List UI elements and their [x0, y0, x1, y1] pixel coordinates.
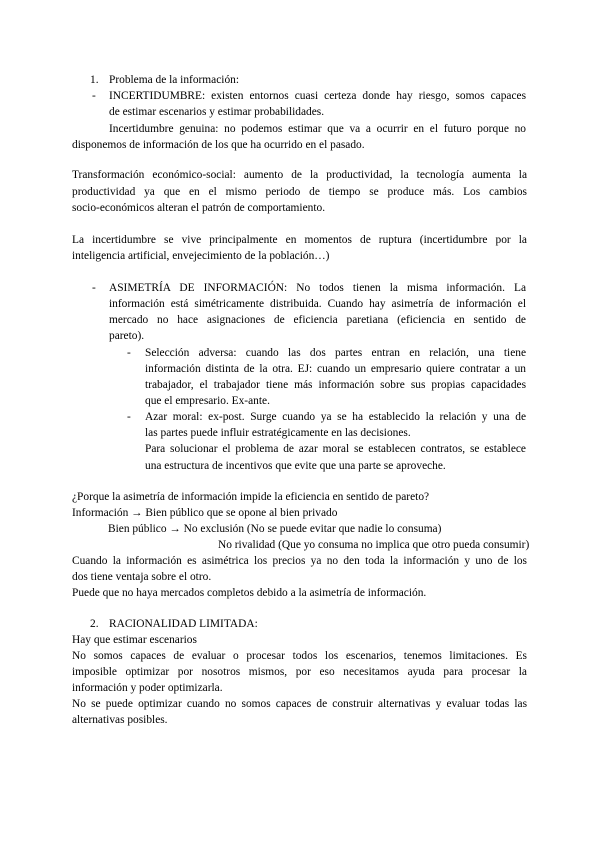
seleccion-line-3: trabajador, el trabajador tiene más información sobre sus propias capacidades	[145, 379, 526, 391]
bien-publico-line: Bien público → No exclusión (No se puede evitar que nadie lo consuma)	[108, 523, 442, 535]
transformacion-line-2: productividad ya que en el mismo periodo de tiempo se produce más. Los cambios	[72, 186, 527, 198]
pareto-question: ¿Porque la asimetría de información impide la eficiencia en sentido de pareto?	[72, 491, 430, 503]
incertidumbre-line-2: de estimar escenarios y estimar probabilidades.	[109, 106, 325, 118]
bullet-dash: -	[92, 90, 96, 102]
azar-line-1: Azar moral: ex-post. Surge cuando ya se ha establecido la relación y una de	[145, 411, 526, 423]
capaces-line-3: información y poder optimizarla.	[72, 682, 223, 694]
sub-bullet-dash: -	[127, 347, 131, 359]
azar-line-3: Para solucionar el problema de azar moral se establecen contratos, se establece	[145, 443, 526, 455]
informacion-line: Información → Bien público que se opone al bien privado	[72, 507, 338, 519]
asimetria-line-3: mercado no hace asignaciones de eficiencia paretiana (eficiencia en sentido de	[109, 314, 526, 326]
azar-line-2: las partes puede influir estratégicamente en las decisiones.	[145, 427, 411, 439]
precios-line-2: dos tiene ventaja sobre el otro.	[72, 571, 212, 583]
section-1-title: Problema de la información:	[109, 74, 240, 86]
mercados-line: Puede que no haya mercados completos debido a la asimetría de información.	[72, 587, 427, 599]
asimetria-line-4: pareto).	[109, 330, 145, 342]
capaces-line-1: No somos capaces de evaluar o procesar todos los escenarios, tenemos limitaciones. Es	[72, 650, 527, 662]
transformacion-line-3: socio-económicos alteran el patrón de comportamiento.	[72, 202, 326, 214]
asimetria-line-1: ASIMETRÍA DE INFORMACIÓN: No todos tienen la misma información. La	[109, 282, 526, 294]
section-2-number: 2.	[90, 618, 99, 630]
bullet-dash: -	[92, 282, 96, 294]
genuina-line-1: Incertidumbre genuina: no podemos estimar que va a ocurrir en el futuro porque no	[109, 123, 526, 135]
capaces-line-2: imposible optimizar por nosotros mismos, por eso necesitamos ayuda para procesar la	[72, 666, 527, 678]
precios-line-1: Cuando la información es asimétrica los precios ya no den toda la información y uno de los	[72, 555, 527, 567]
optimizar-line-1: No se puede optimizar cuando no somos capaces de construir alternativas y evaluar todas las	[72, 698, 527, 710]
azar-line-4: una estructura de incentivos que evite que una parte se aproveche.	[145, 460, 446, 472]
section-2-title: RACIONALIDAD LIMITADA:	[109, 618, 258, 630]
optimizar-line-2: alternativas posibles.	[72, 714, 168, 726]
escenarios-line: Hay que estimar escenarios	[72, 634, 197, 646]
section-1-number: 1.	[90, 74, 99, 86]
transformacion-line-1: Transformación económico-social: aumento de la productividad, la tecnología aumenta la	[72, 169, 527, 181]
seleccion-line-2: información distinta de la otra. EJ: cuando un empresario quiere contratar a un	[145, 363, 526, 375]
asimetria-line-2: información está simétricamente distribuida. Cuando hay asimetría de información el	[109, 298, 526, 310]
seleccion-line-1: Selección adversa: cuando las dos partes entran en relación, una tiene	[145, 347, 526, 359]
genuina-line-2: disponemos de información de los que ha ocurrido en el pasado.	[72, 139, 365, 151]
sub-bullet-dash: -	[127, 411, 131, 423]
incertidumbre-line-1: INCERTIDUMBRE: existen entornos cuasi certeza donde hay riesgo, somos capaces	[109, 90, 526, 102]
ruptura-line-2: inteligencia artificial, envejecimiento de la población…)	[72, 250, 330, 262]
seleccion-line-4: que el empresario. Ex-ante.	[145, 395, 270, 407]
no-rivalidad-line: No rivalidad (Que yo consuma no implica que otro pueda consumir)	[218, 539, 530, 551]
ruptura-line-1: La incertidumbre se vive principalmente en momentos de ruptura (incertidumbre por la	[72, 234, 527, 246]
